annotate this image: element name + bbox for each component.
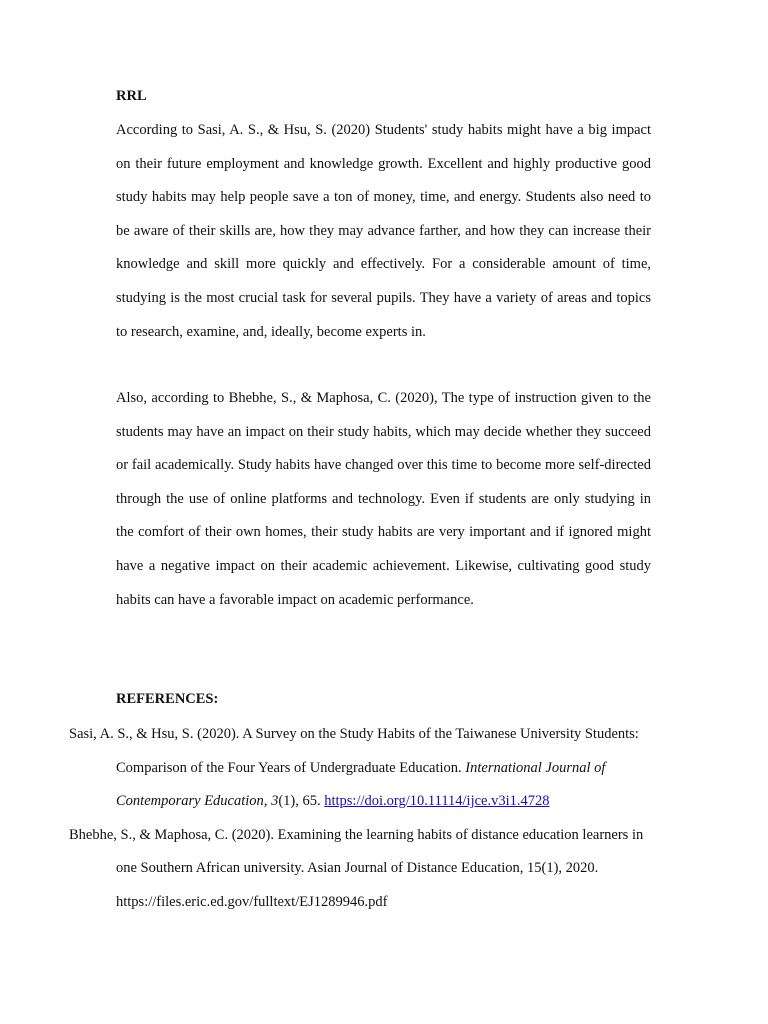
- reference-issue-pages: (1), 65.: [278, 793, 325, 809]
- rrl-paragraph-2: Also, according to Bhebhe, S., & Maphosa, C. (2020), The type of instruction given to the students may have an impact on their study habits, which may decide whether they succeed or fail academically. Study habits have changed over this time to become more self-directed through the use of online platforms and technology. Even if students are only studying in the comfort of their own homes, their study habits are very important and if ignored might have a negative impact on their academic achievement. Likewise, cultivating good study habits can have a favorable impact on academic performance.: [116, 390, 651, 608]
- reference-authors-title: Sasi, A. S., & Hsu, S. (2020). A Survey on the Study Habits of the Taiwanese University Students: Comparison of the Four Years of Undergraduate Education.: [69, 726, 639, 776]
- references-heading: REFERENCES:: [116, 691, 219, 707]
- reference-separator: ,: [263, 793, 272, 809]
- references-list: [69, 718, 654, 919]
- reference-journal: International Journal of Contemporary Education: [116, 759, 606, 809]
- reference-item-bhebhe: Bhebhe, S., & Maphosa, C. (2020). Examining the learning habits of distance education learners in one Southern African university. Asian Journal of Distance Education, 15(1), 2020. https://files.eric.ed.gov/fulltext/EJ1289946.pdf: [69, 826, 644, 910]
- reference-item-sasi: [69, 718, 654, 819]
- rrl-paragraph-1: According to Sasi, A. S., & Hsu, S. (2020) Students' study habits might have a big impact on their future employment and knowledge growth. Excellent and highly productive good study habits may help people save a ton of money, time, and energy. Students also need to be aware of their skills are, how they may advance farther, and how they can increase their knowledge and skill more quickly and effectively. For a considerable amount of time, studying is the most crucial task for several pupils. They have a variety of areas and topics to research, examine, and, ideally, become experts in.: [116, 122, 651, 340]
- reference-doi-link[interactable]: https://doi.org/10.11114/ijce.v3i1.4728: [324, 793, 550, 809]
- rrl-heading: RRL: [116, 88, 147, 104]
- reference-volume: 3: [271, 793, 279, 809]
